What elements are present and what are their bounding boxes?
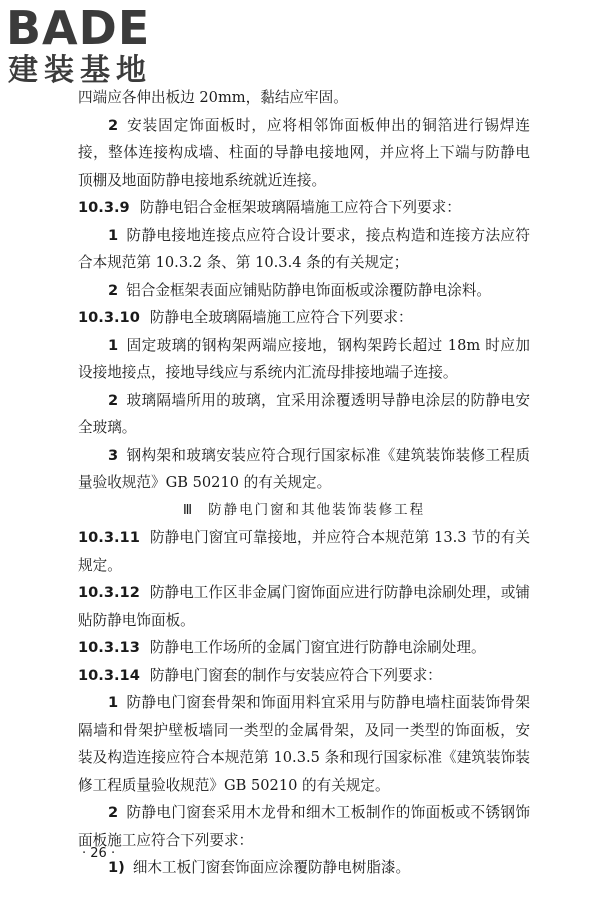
item-number: 2 xyxy=(108,804,119,821)
continued-paragraph: 四端应各伸出板边 20mm，黏结应牢固。 xyxy=(78,89,348,106)
bade-logo xyxy=(6,1,186,94)
clause-text: 防静电全玻璃隔墙施工应符合下列要求： xyxy=(149,309,413,326)
logo-wordmark: BADE xyxy=(6,1,151,55)
item-text: 防静电门窗套骨架和饰面用料宜采用与防静电墙柱面装饰骨架隔墙和骨架护壁板墙同一类型的金属骨架，及同一类型的饰面板，安装及构造连接应符合本规范第 10.3.5 条和现行国家标准《建筑装饰装修工程质量验收规范》GB 50210 的有关规定。 xyxy=(78,694,530,794)
list-item xyxy=(78,387,530,442)
list-item xyxy=(78,689,530,799)
item-text: 铝合金框架表面应铺贴防静电饰面板或涂覆防静电涂料。 xyxy=(126,281,492,299)
sub-item-text: 细木工板门窗套饰面应涂覆防静电树脂漆。 xyxy=(132,859,411,876)
list-item xyxy=(78,222,530,277)
list-item xyxy=(78,799,530,854)
sub-list-item xyxy=(78,854,530,882)
list-item xyxy=(78,112,530,195)
clause-text: 防静电工作区非金属门窗饰面应进行防静电涂刷处理，或铺贴防静电饰面板。 xyxy=(78,584,530,629)
clause-number: 10.3.9 xyxy=(78,199,130,216)
clause-number: 10.3.14 xyxy=(78,666,140,684)
clause-text: 防静电工作场所的金属门窗宜进行防静电涂刷处理。 xyxy=(149,639,486,656)
clause-number: 10.3.12 xyxy=(78,584,140,601)
item-text: 防静电接地连接点应符合设计要求，接点构造和连接方法应符合本规范第 10.3.2 条、第 10.3.4 条的有关规定； xyxy=(78,226,530,271)
page-number: · 26 · xyxy=(82,846,116,861)
item-number: 3 xyxy=(108,446,119,464)
clause-number: 10.3.10 xyxy=(78,309,140,326)
sub-item-number: 1) xyxy=(108,859,125,876)
clause-text: 防静电铝合金框架玻璃隔墙施工应符合下列要求： xyxy=(139,199,461,216)
clause xyxy=(78,662,530,690)
item-number: 1 xyxy=(108,694,119,711)
item-number: 2 xyxy=(108,116,119,134)
item-text: 防静电门窗套采用木龙骨和细木工板制作的饰面板或不锈钢饰面板施工应符合下列要求： xyxy=(78,804,530,849)
clause-number: 10.3.11 xyxy=(78,529,140,546)
item-number: 2 xyxy=(108,281,119,299)
list-item xyxy=(78,442,530,497)
clause xyxy=(78,634,530,662)
item-text: 玻璃隔墙所用的玻璃，宜采用涂覆透明导静电涂层的防静电安全玻璃。 xyxy=(78,391,530,436)
clause xyxy=(78,524,530,579)
clause-text: 防静电门窗宜可靠接地，并应符合本规范第 13.3 节的有关规定。 xyxy=(78,529,530,574)
item-number: 2 xyxy=(108,391,119,409)
list-item xyxy=(78,332,530,387)
list-item xyxy=(78,277,530,305)
item-number: 1 xyxy=(108,336,119,354)
document-body xyxy=(78,84,530,882)
clause-number: 10.3.13 xyxy=(78,639,140,656)
section-title: 防静电门窗和其他装饰装修工程 xyxy=(208,501,426,518)
item-text: 安装固定饰面板时，应将相邻饰面板伸出的铜箔进行锡焊连接，整体连接构成墙、柱面的导静电接地网，并应将上下端与防静电顶棚及地面防静电接地系统就近连接。 xyxy=(78,116,530,189)
clause-text: 防静电门窗套的制作与安装应符合下列要求： xyxy=(149,666,442,684)
clause xyxy=(78,579,530,634)
section-numeral: Ⅲ xyxy=(182,501,195,518)
logo-subtitle: 建装基地 xyxy=(8,53,152,88)
item-text: 钢构架和玻璃安装应符合现行国家标准《建筑装饰装修工程质量验收规范》GB 50210 的有关规定。 xyxy=(78,446,530,491)
item-number: 1 xyxy=(108,226,119,244)
item-text: 固定玻璃的钢构架两端应接地，钢构架跨长超过 18m 时应加设接地接点，接地导线应与系统内汇流母排接地端子连接。 xyxy=(78,336,530,381)
clause xyxy=(78,304,530,332)
section-heading xyxy=(78,497,530,525)
clause xyxy=(78,194,530,222)
